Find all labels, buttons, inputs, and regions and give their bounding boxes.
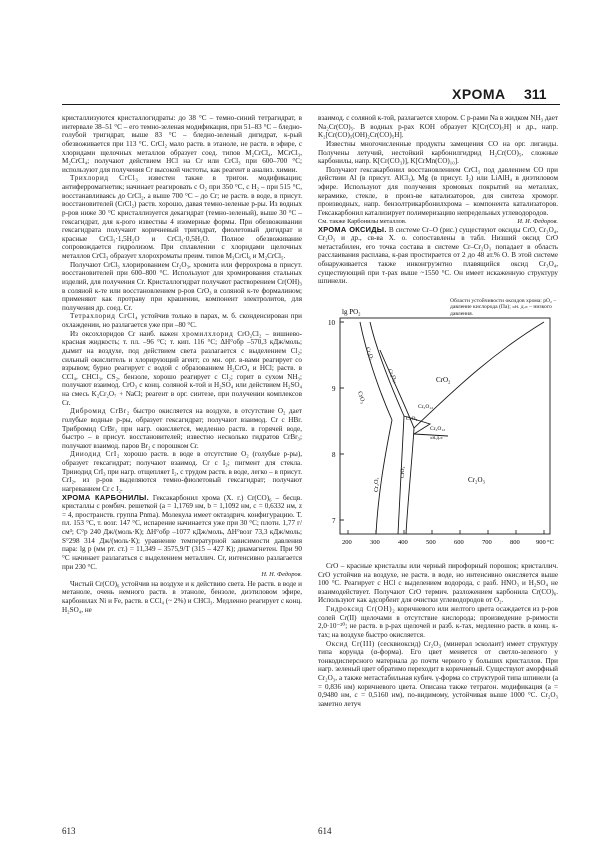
y-tick-label-7: 7 [332, 516, 336, 525]
right-paragraph-7-text: (сесквиоксид) Cr₂O₃ (минерал эсколаит) имеет структуру типа корунда (α-форма). Его цвет меняется от светло-зеленого у тонкодисперсного материала до почти черного у больших кристаллов. При нагр. зеленый цвет обратимо переходит в коричневый. Существуют аморфный Cr₂O₃, а также метастабильная кубич. γ-форма со структурой типа шпинели (a = 0,836 нм) коричневого цвета. Описана также тетрагон. модификация (a = 0,9480 нм, c = 0,5160 нм), по-видимому, устойчивая выше 1000 °С. Cr₂O₃ заметно летуч [318, 639, 558, 708]
y-axis-label: lg PO₂ [342, 307, 361, 316]
page-number-left: 613 [62, 826, 76, 836]
region-cro2-lower: CrO₂ [400, 466, 406, 478]
see-also-text: См. также Карбонилы металлов. [318, 217, 407, 225]
left-paragraph-5 [62, 330, 302, 408]
term-dibromide: Дибромид CrBr₂ [70, 407, 130, 416]
term-hydroxide: Гидроксид Cr(OH)₂ [326, 605, 396, 613]
right-paragraph-3: Получают гексакарбонил восстановлением CrCl₃ под давлением CO при действии Al (в присут. AlCl₃), Mg (в присут. I₂) или LiAlH₄ в диэтиловом эфире. Используют для получения хромовых покрытий на металлах, керамике, стекле, в произ-ве катализаторов, для синтеза хроморг. производных, напр. бензолтрикарбонилхрома – компонента катализаторов. Гексакарбонил катализирует полимеризацию непредельных углеводородов. [318, 165, 558, 217]
region-cr2o3-right: Cr₂O₃ [468, 475, 485, 484]
right-paragraph-4-text: В системе Cr–O (рис.) существуют оксиды CrO, Cr₃O₄, Cr₂O₃ и др., св-ва Х. о. сопоставлены в табл. Низший оксид CrO метастабилен, его точка состава в системе Cr–Cr₂O₃ попадает в область расслаивания расплава, к-рая простирается от 2 до 48 ат.% O. В этой системе обнаруживается также инконгруэнтно плавящийся оксид Cr₃O₄, существующий при т-рах выше ~1550 °С. Он имеет искаженную структуру шпинели. [318, 225, 558, 286]
region-cr2o3-left: Cr₂O₃ [374, 477, 380, 492]
boundary-main-curve [414, 322, 544, 428]
y-tick-label-10: 10 [328, 318, 335, 327]
term-diiodide: Дииодид CrI₂ [70, 450, 120, 459]
region-cro2-mid: CrO₂ [406, 415, 418, 422]
article-heading-carbonyls: ХРОМА КАРБОНИЛЫ. [62, 492, 149, 502]
page-number-right: 614 [318, 826, 332, 836]
left-paragraph-7 [62, 450, 302, 493]
x-tick-label-200: 200 [342, 538, 352, 546]
x-tick-label-400: 400 [398, 538, 408, 546]
boundary-cr2o3-right [406, 428, 414, 534]
article-heading-oxides: ХРОМА ОКСИДЫ. [318, 224, 387, 234]
y-tick-label-8: 8 [332, 450, 336, 459]
right-paragraph-4 [318, 226, 558, 286]
region-cr2o5: Cr₂O₅ [364, 346, 375, 361]
see-also-author: И. И. Федоров. [517, 217, 558, 225]
boundary-cr2o3-left [376, 420, 392, 534]
x-tick-label-300: 300 [370, 538, 380, 546]
y-tick-label-9: 9 [332, 384, 336, 393]
phase-diagram [318, 292, 558, 558]
right-paragraph-7 [318, 640, 558, 709]
region-cro3: CrO₃ [356, 390, 366, 405]
left-paragraph-4-text: устойчив только в парах, м. б. сконденсирован при охлаждении, но разлагается уже при –80 °С. [62, 312, 302, 329]
left-paragraph-4 [62, 312, 302, 329]
x-tick-label-700: 700 [482, 538, 492, 546]
region-cr8o21: Cr₈O₂₁ [386, 367, 399, 385]
x-tick-label-800: 800 [510, 538, 520, 546]
left-paragraph-6 [62, 407, 302, 450]
term-trichloride: Трихлорид CrCl₃ [70, 174, 139, 183]
figure-legend: Области устойчивости оксидов хрома: pO₂ – давление кислорода (Па); «н. д.» – низкого давления. [450, 297, 557, 318]
region-cr5o12-nd: Cr₅O₁₂ [430, 425, 446, 432]
header-rule [62, 104, 560, 105]
right-column [318, 114, 558, 814]
phase-diagram-figure [318, 292, 558, 558]
region-nd-label: «н.д.» [430, 435, 443, 441]
left-paragraph-2 [62, 174, 302, 260]
left-paragraph-1: кристаллизуются кристаллогидраты: до 38 °С – темно-синий тетрагидрат, в интервале 38–51 °С – его темно-зеленая модификация, при 51–83 °С – бледно-голубой тригидрат, выше 83 °С – бледно-зеленый дигидрат, к-рый обезвоживается при 113 °С. CrCl₂ мало раств. в этаноле, не раств. в эфире, с хлоридами щелочных металлов образует соед. типов M₂CrCl₄, MCrCl₃, M₂CrCl₄; получают действием HCl на Cr или CrCl₃ при 600–700 °С; используют для получения Cr высокой чистоты, как реагент в анализ. химии. [62, 114, 302, 174]
right-paragraph-1: взаимод. с соляной к-той, разлагается хлором. С р-рами Na в жидком NH₃ дает Na₂Cr(CO)₅. В водных р-рах KOH образует K[Cr(CO)₅H] и др., напр. K₂[Cr(CO)₅(OH)₂Cr(CO)₅H]. [318, 114, 558, 140]
right-paragraph-2: Известны многочисленные продукты замещения CO на орг. лиганды. Получены летучий, нестойкий карбонилгидрид H₂Cr(CO)₅, сложные карбонилы, напр. K[Cr(CO₃)], K[CrMn(CO)₁₀]. [318, 139, 558, 166]
header-title: ХРОМА [452, 86, 506, 102]
term-oxide-iii: Оксид Cr(III) [326, 639, 375, 648]
region-cr5o12-upper: Cr₅O₁₂ [418, 403, 434, 410]
x-tick-label-900: 900 [536, 538, 546, 546]
author-signature-left: Н. Н. Федоров. [261, 571, 302, 579]
x-tick-label-600: 600 [454, 538, 464, 546]
right-paragraph-6-text: коричневого или желтого цвета осаждается из р-ров солей Cr(II) щелочами в отсутствие кислорода; произведение р-римости 2,0·10⁻²⁰; не раств. в р-рах щелочей и разб. к-тах, медленно раств. в конц. к-тах; на воздухе быстро окисляется. [318, 605, 558, 639]
x-axis-unit: °C [547, 538, 554, 546]
term-chromyl-chloride: хромилхлорид [181, 329, 234, 338]
term-tetrachloride: Тетрахлорид CrCl₄ [70, 312, 139, 321]
left-column [62, 114, 302, 814]
left-paragraph-6-text: быстро окисляется на воздухе, в отсутствие O₂ дает голубые водные р-ры, образует гексагидрат; получают взаимод. Cr с HBr. Трибромид CrBr₃ при нагр. окисляется, медленно раств. в горячей воде, быстро – в присут. восстановителей; известно несколько гидратов CrBr₃; получают взаимод. паров Br₂ с порошком Cr. [62, 407, 302, 450]
left-paragraph-5-text: CrO₂Cl₂ – вишнево-красная жидкость; т. пл. –96 °С; т. кип. 116 °С; ΔH°обр –570,3 кДж/моль; дымит на воздухе, под действием света разлагается с выделением Cl₂; сильный окислитель и хлорирующий агент; со мн. орг. в-вами реагирует со взрывом; бурно реагирует с водой с образованием H₂CrO₄ и HCl; раств. в CCl₄, CHCl₃, CS₂, бензоле, хорошо реагирует с Cl₂; горит в сухом NH₃; получают взаимод. CrO₃ с конц. соляной к-той и H₂SO₄ или действием H₂SO₄ на смесь K₂Cr₂O₇ + NaCl; реагент в орг. синтезе, при получении комплексов Cr. [62, 329, 302, 407]
right-paragraph-5: CrO – красные кристаллы или черный пирофорный порошок; кристаллич. CrO устойчив на воздухе, не раств. в воде, но интенсивно окисляется выше 100 °С. Реагирует с HCl с выделением водорода, с разб. HNO₃ и H₂SO₄ не взаимодействует. Получают CrO термич. разложением карбонила Cr(CO)₆. Используют как адсорбент для очистки углеводородов от O₂. [318, 561, 558, 605]
left-paragraph-3: Получают CrCl₃ хлорированием Cr₂O₃, хромита или феррохрома в присут. восстановителей при 600–800 °С. Используют для хромирования стальных изделий, для получения Cr. Кристаллогидрат получают растворением Cr(OH)₃ в соляной к-те или восстановлением р-ров CrO₃ в соляной к-те формалином; применяют как протраву при крашении, компонент электролитов, для получения др. соед. Cr. [62, 260, 302, 312]
left-paragraph-5-lead: Из оксохлоридов Cr наиб. важен [70, 329, 182, 338]
left-paragraph-9: Чистый Cr(CO)₆ устойчив на воздухе и к действию света. Не раств. в воде и метаноле, очень немного раств. в этаноле, бензоле, диэтиловом эфире, карбонилах Ni и Fe, раств. в CCl₄ (~ 2%) и CHCl₃. Медленно реагирует с конц. H₂SO₄, не [62, 579, 302, 614]
left-paragraph-7-text: хорошо раств. в воде в отсутствие O₂ (голубые р-ры), образует гексагидрат; получают взаимод. Cr с I₂; пигмент для стекла. Трииодид CrI₃ при нагр. отщепляет I₂, с трудом раств. в воде, легко – в присут. CrI₂, из р-ров выделяются темно-фиолетовый гексагидрат; получают нагреванием Cr с I₂. [62, 450, 302, 493]
header-page-number: 311 [524, 86, 547, 102]
x-tick-label-500: 500 [426, 538, 436, 546]
region-cro2-upper: CrO₂ [436, 375, 451, 384]
left-paragraph-2-text: известен также в тригон. модификации; антиферромагнетик; начинает реагировать с O₂ при 350 °С, с H₂ – при 515 °С, восстанавливаясь до CrCl₂, а выше 700 °С – до Cr; не раств. в воде, в присут. восстановителей (CrCl₂) раств. хорошо, давая темно-зеленые р-ры. Из водных р-ров ниже 30 °С кристаллизуется декагидрат (темно-зеленый), выше 30 °С – гексагидрат, для к-рого известны 4 изомерные формы. При обезвоживании гексагидрата получают коричневый тригидрат, фиолетовый дигидрат и красные CrCl₃·1,5H₂O и CrCl₃·0,5H₂O. Полное обезвоживание сопровождается гидролизом. При сплавлении с хлоридами щелочных металлов CrCl₃ образует хлорохроматы преим. типов M₃CrCl₆ и M₂CrCl₅. [62, 174, 302, 260]
left-paragraph-8 [62, 494, 302, 572]
right-paragraph-6 [318, 605, 558, 640]
left-paragraph-8-text: Гексакарбонил хрома (Х. г.) Cr(CO)₆ – бесцв. кристаллы с ромбич. решеткой (a = 1,1769 нм, b = 1,1092 нм, c = 0,6332 нм, z = 4, пространств. группа Pnma). Молекула имеет октаэдрич. конфигурацию. Т. пл. 153 °С, т. возг. 147 °С, испарение начинается уже при 30 °С; плотн. 1,77 г/см³; C°p 240 Дж/(моль·К); ΔH°обр –1077 кДж/моль, ΔH°возг 73,3 кДж/моль; S°298 314 Дж/(моль·К); уравнение температурной зависимости давления пара: lg p (мм рт. ст.) = 11,349 – 3575,9/T (315 – 427 К); диамагнетен. При 90 °С начинает разлагаться с выделением металлич. Cr, интенсивно разлагается при 230 °С. [62, 493, 302, 571]
boundary-cro3-right [370, 322, 404, 416]
